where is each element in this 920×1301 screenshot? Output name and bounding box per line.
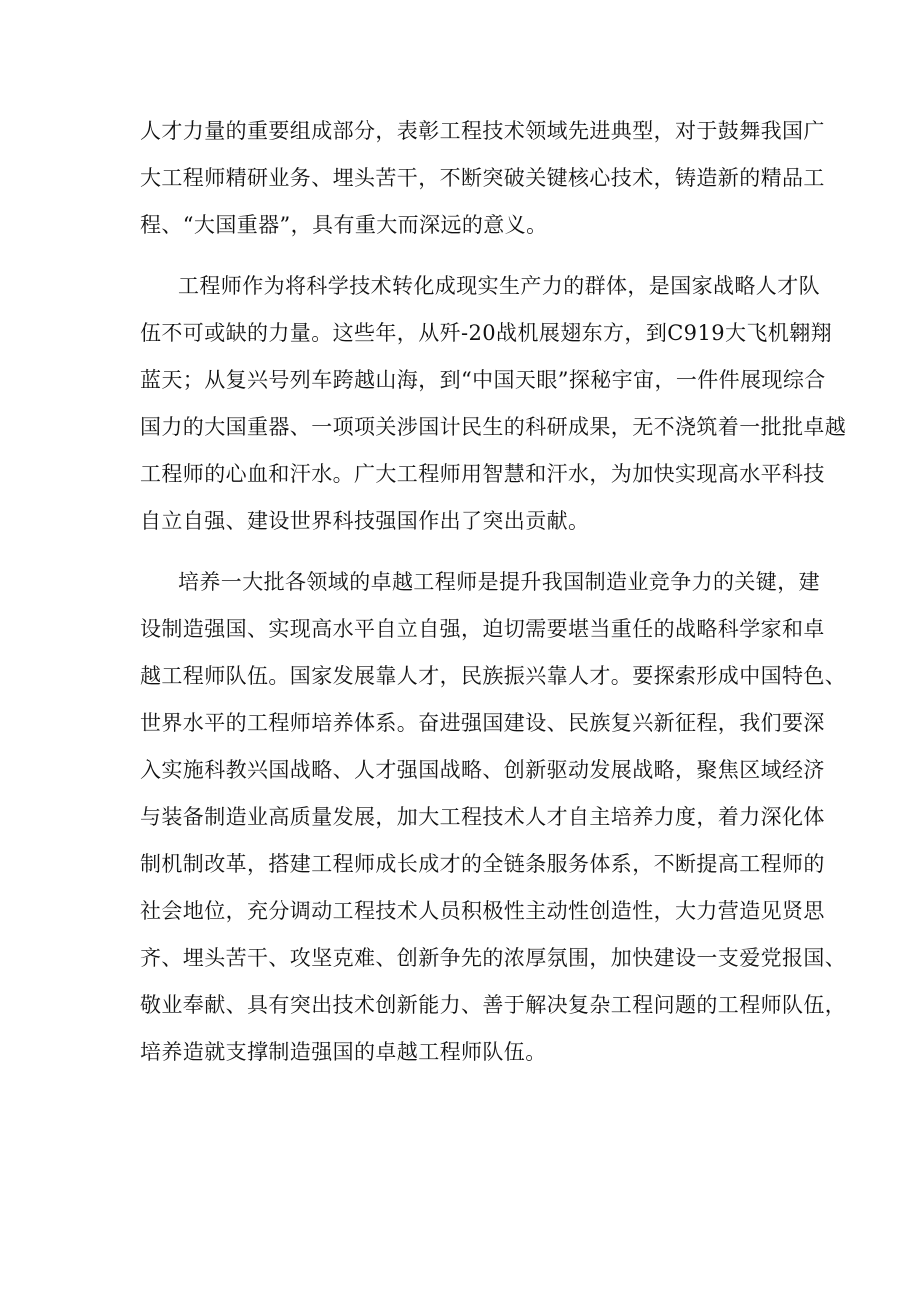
paragraph-3-line-3: 越工程师队伍。国家发展靠人才，民族振兴靠人才。要探索形成中国特色、 [140, 664, 847, 688]
paragraph-3-line-2: 设制造强国、实现高水平自立自强，迫切需要堪当重任的战略科学家和卓 [140, 617, 825, 641]
paragraph-1-line-3: 程、“大国重器”，具有重大而深远的意义。 [140, 213, 548, 237]
paragraph-2-line-4: 国力的大国重器、一项项关涉国计民生的科研成果，无不浇筑着一批批卓越 [140, 415, 847, 439]
paragraph-2-line-1: 工程师作为将科学技术转化成现实生产力的群体，是国家战略人才队 [178, 274, 820, 298]
paragraph-3-line-7: 制机制改革，搭建工程师成长成才的全链条服务体系，不断提高工程师的 [140, 852, 825, 876]
paragraph-1-line-1: 人才力量的重要组成部分，表彰工程技术领域先进典型，对于鼓舞我国广 [140, 119, 825, 143]
paragraph-1-line-2: 大工程师精研业务、埋头苦干，不断突破关键核心技术，铸造新的精品工 [140, 166, 825, 190]
paragraph-3-line-4: 世界水平的工程师培养体系。奋进强国建设、民族复兴新征程，我们要深 [140, 711, 825, 735]
paragraph-3-line-9: 齐、埋头苦干、攻坚克难、创新争先的浓厚氛围，加快建设一支爱党报国、 [140, 946, 847, 970]
paragraph-3-line-8: 社会地位，充分调动工程技术人员积极性主动性创造性，大力营造见贤思 [140, 899, 825, 923]
paragraph-2-line-5: 工程师的心血和汗水。广大工程师用智慧和汗水，为加快实现高水平科技 [140, 462, 825, 486]
paragraph-3-line-1: 培养一大批各领域的卓越工程师是提升我国制造业竞争力的关键，建 [178, 570, 820, 594]
paragraph-2-line-6: 自立自强、建设世界科技强国作出了突出贡献。 [140, 509, 590, 533]
paragraph-3-line-10: 敬业奉献、具有突出技术创新能力、善于解决复杂工程问题的工程师队伍， [140, 993, 847, 1017]
paragraph-3-line-5: 入实施科教兴国战略、人才强国战略、创新驱动发展战略，聚焦区域经济 [140, 758, 825, 782]
paragraph-2-line-3: 蓝天；从复兴号列车跨越山海，到“中国天眼”探秘宇宙，一件件展现综合 [140, 368, 826, 392]
paragraph-3-line-6: 与装备制造业高质量发展，加大工程技术人才自主培养力度，着力深化体 [140, 805, 825, 829]
paragraph-3-line-11: 培养造就支撑制造强国的卓越工程师队伍。 [140, 1040, 547, 1064]
paragraph-2-line-2: 伍不可或缺的力量。这些年，从歼-20战机展翅东方，到C919大飞机翱翔 [140, 321, 832, 345]
